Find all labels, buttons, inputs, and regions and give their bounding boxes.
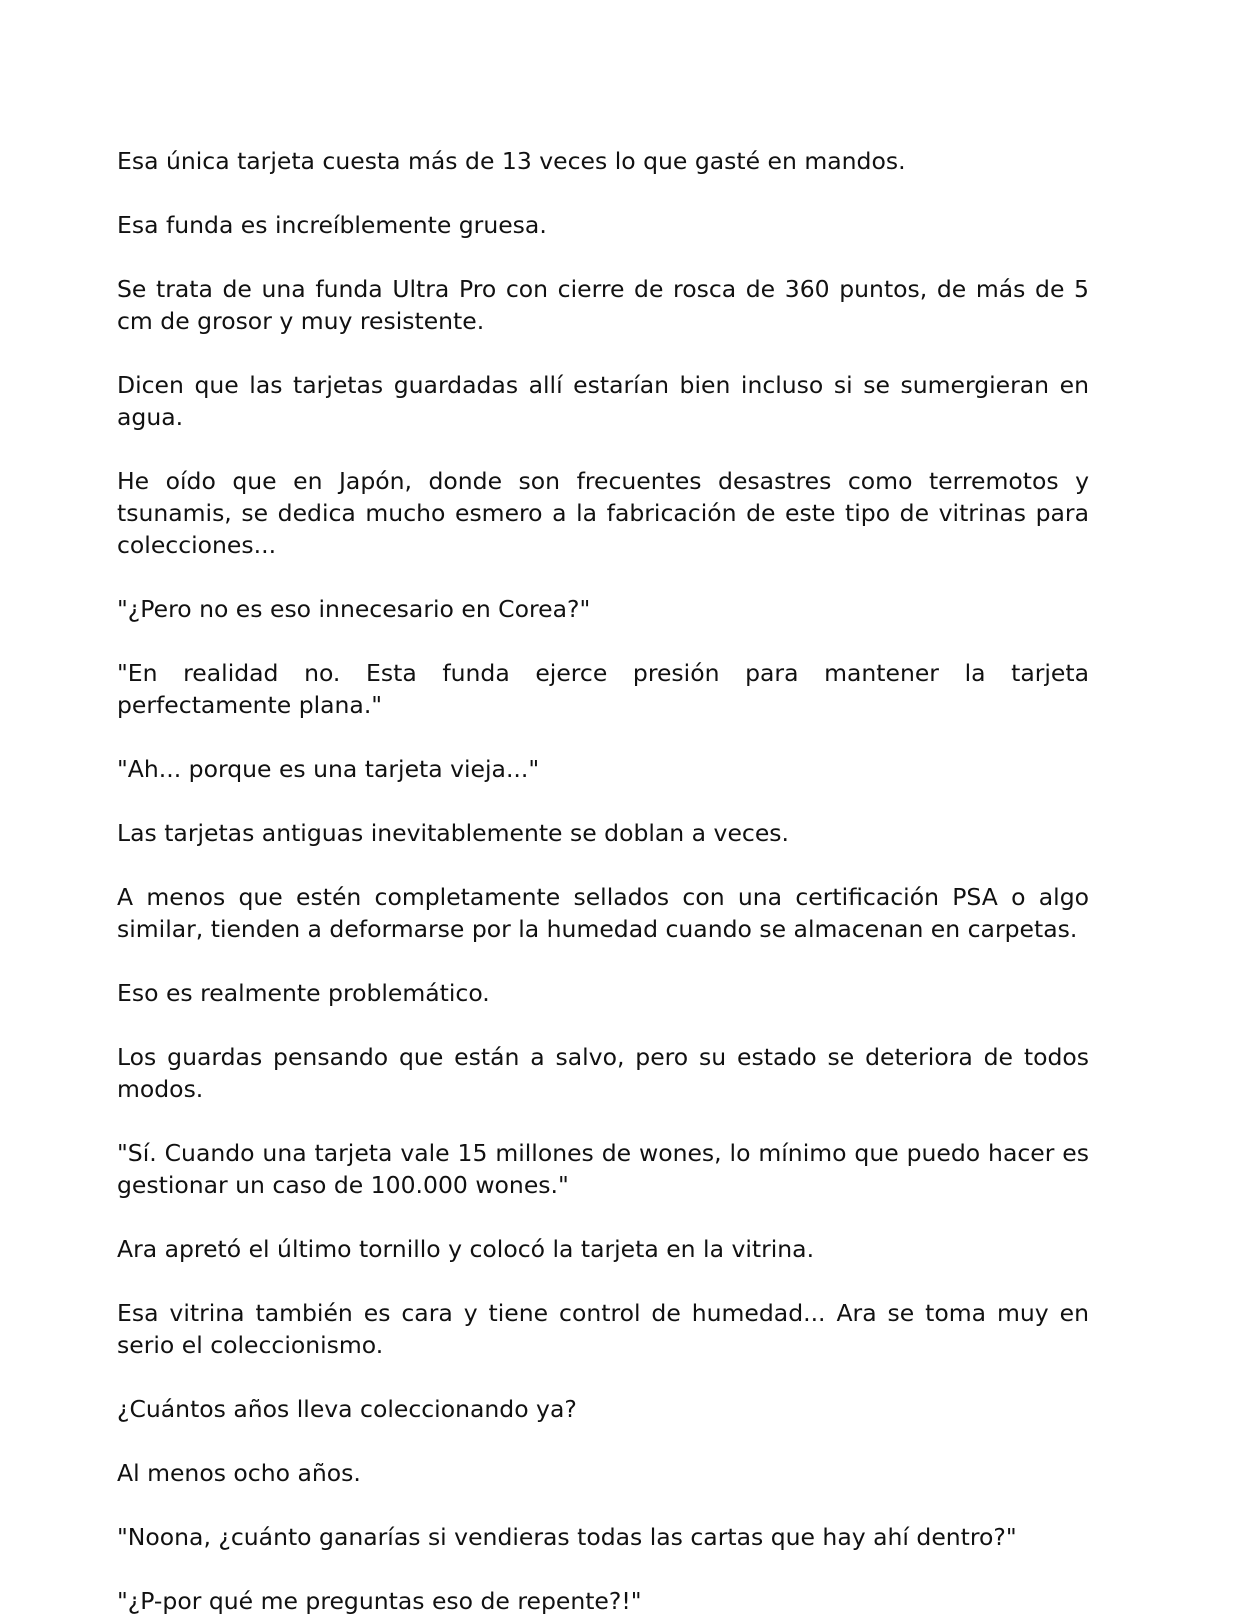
paragraph: "Sí. Cuando una tarjeta vale 15 millones de wones, lo mínimo que puedo hacer es gestionar un caso de 100.000 wones."	[117, 1139, 1089, 1199]
paragraph: ¿Cuántos años lleva coleccionando ya?	[117, 1395, 577, 1423]
paragraph: "¿P-por qué me preguntas eso de repente?!"	[117, 1587, 642, 1615]
paragraph: Los guardas pensando que están a salvo, pero su estado se deteriora de todos modos.	[117, 1043, 1089, 1103]
paragraph: Dicen que las tarjetas guardadas allí estarían bien incluso si se sumergieran en agua.	[117, 371, 1089, 431]
paragraph: Se trata de una funda Ultra Pro con cierre de rosca de 360 puntos, de más de 5 cm de grosor y muy resistente.	[117, 275, 1089, 335]
paragraph: "Ah... porque es una tarjeta vieja..."	[117, 755, 540, 783]
paragraph: Esa única tarjeta cuesta más de 13 veces lo que gasté en mandos.	[117, 147, 906, 175]
paragraph: "Noona, ¿cuánto ganarías si vendieras todas las cartas que hay ahí dentro?"	[117, 1523, 1017, 1551]
paragraph: He oído que en Japón, donde son frecuentes desastres como terremotos y tsunamis, se dedica mucho esmero a la fabricación de este tipo de vitrinas para colecciones...	[117, 467, 1089, 559]
paragraph: "En realidad no. Esta funda ejerce presión para mantener la tarjeta perfectamente plana."	[117, 659, 1089, 719]
paragraph: Esa funda es increíblemente gruesa.	[117, 211, 547, 239]
paragraph: Al menos ocho años.	[117, 1459, 361, 1487]
paragraph: "¿Pero no es eso innecesario en Corea?"	[117, 595, 591, 623]
paragraph: Ara apretó el último tornillo y colocó la tarjeta en la vitrina.	[117, 1235, 815, 1263]
paragraph: Esa vitrina también es cara y tiene control de humedad... Ara se toma muy en serio el coleccionismo.	[117, 1299, 1089, 1359]
document-body	[117, 145, 1089, 1617]
paragraph: Las tarjetas antiguas inevitablemente se doblan a veces.	[117, 819, 789, 847]
paragraph: Eso es realmente problemático.	[117, 979, 490, 1007]
paragraph: A menos que estén completamente sellados con una certificación PSA o algo similar, tienden a deformarse por la humedad cuando se almacenan en carpetas.	[117, 883, 1089, 943]
